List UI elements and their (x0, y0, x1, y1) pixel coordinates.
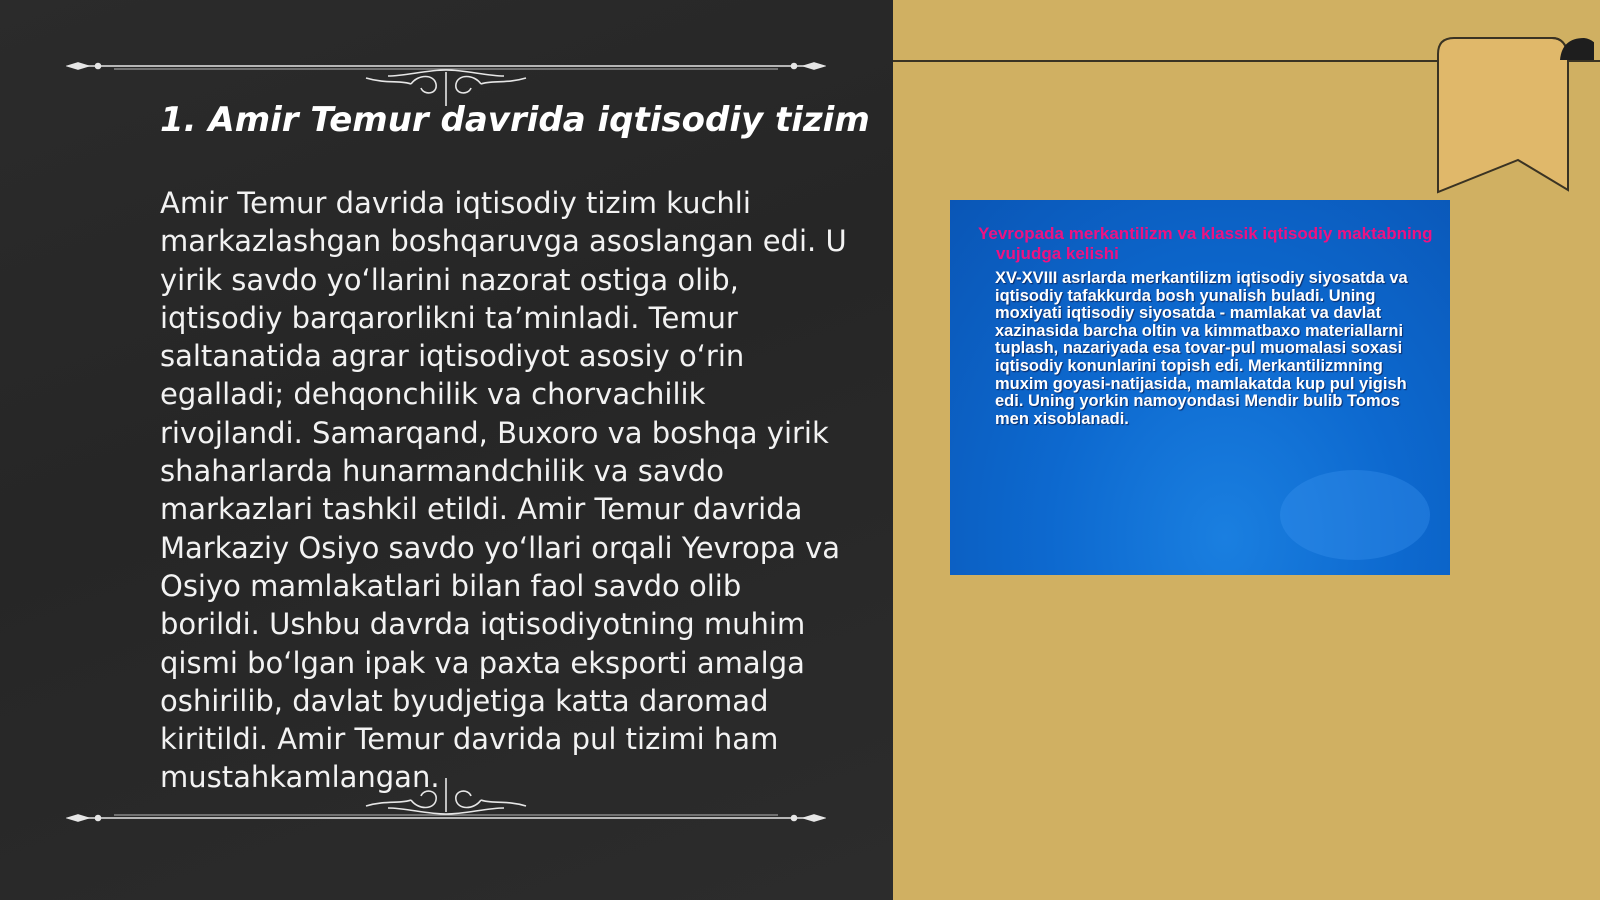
ornamental-divider-bottom (66, 776, 826, 826)
slide-title: 1. Amir Temur davrida iqtisodiy tizim (160, 100, 870, 140)
embedded-slide-body: XV-XVIII asrlarda merkantilizm iqtisodiy siyosatda va iqtisodiy tafakkurda bosh yunalish buladi. Uning moxiyati iqtisodiy siyosatda - mamlakat va davlat xazinasida barcha oltin va kimmatbaxo materiallarni tuplash, nazariyada esa tovar-pul muomalasi soxasi iqtisodiy konunlarini topish edi. Merkantilizmning muxim goyasi-natijasida, mamlakatda kup pul yigish edi. Uning yorkin namoyondasi Mendir bulib Tomos men xisoblanadi. (995, 269, 1408, 428)
embedded-slide-glow (1280, 470, 1430, 560)
embedded-slide-image (950, 200, 1450, 575)
bookmark-ribbon-icon (1434, 36, 1594, 198)
embedded-slide-title: Yevropada merkantilizm va klassik iqtisodiy maktabning vujudga kelishi (978, 224, 1433, 263)
slide-body-text: Amir Temur davrida iqtisodiy tizim kuchli markazlashgan boshqaruvga asoslangan edi. U yirik savdo yo‘llarini nazorat ostiga olib, iqtisodiy barqarorlikni ta’minladi. Temur saltanatida agrar iqtisodiyot asosiy o‘rin egalladi; dehqonchilik va chorvachilik rivojlandi. Samarqand, Buxoro va boshqa yirik shaharlarda hunarmandchilik va savdo markazlari tashkil etildi. Amir Temur davrida Markaziy Osiyo savdo yo‘llari orqali Yevropa va Osiyo mamlakatlari bilan faol savdo olib borildi. Ushbu davrda iqtisodiyotning muhim qismi bo‘lgan ipak va paxta eksporti amalga oshirilib, davlat byudjetiga katta daromad kiritildi. Amir Temur davrida pul tizimi ham mustahkamlangan. (160, 186, 847, 795)
